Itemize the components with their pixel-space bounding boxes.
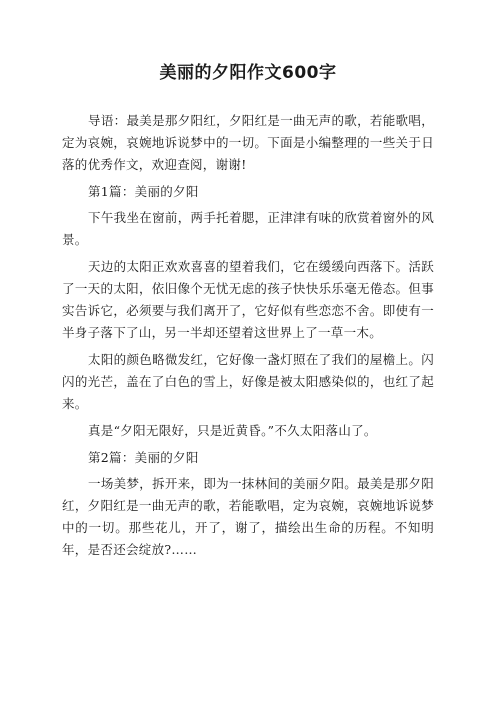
paragraph: 天边的太阳正欢欢喜喜的望着我们，它在缓缓向西落下。活跃了一天的太阳，依旧像个无忧无虑的孩子快快乐乐毫无倦态。但事实告诉它，必须要与我们离开了，它好似有些恋恋不舍。即使有一半身子落下了山，另一半却还望着这世界上了一草一木。 [62,259,434,340]
section-heading-2: 第2篇：美丽的夕阳 [88,450,199,465]
paragraph: 一场美梦，拆开来，即为一抹林间的美丽夕阳。最美是那夕阳红，夕阳红是一曲无声的歌，若能歌唱，定为哀婉，哀婉地诉说梦中的一切。那些花儿，开了，谢了，描绘出生命的历程。不知明年，是否还会绽放?…… [62,476,434,557]
intro-paragraph: 导语：最美是那夕阳红，夕阳红是一曲无声的歌，若能歌唱，定为哀婉，哀婉地诉说梦中的一切。下面是小编整理的一些关于日落的优秀作文，欢迎查阅，谢谢! [62,113,434,172]
section-heading-1: 第1篇：美丽的夕阳 [88,184,199,199]
paragraph: 真是“夕阳无限好，只是近黄昏。”不久太阳落山了。 [88,423,377,438]
document-title: 美丽的夕阳作文600字 [159,63,337,83]
paragraph: 下午我坐在窗前，两手托着腮，正津津有味的欣赏着窗外的风景。 [62,210,434,247]
paragraph: 太阳的颜色略微发红，它好像一盏灯照在了我们的屋檐上。闪闪的光芒，盖在了白色的雪上，好像是被太阳感染似的，也红了起来。 [62,352,434,411]
